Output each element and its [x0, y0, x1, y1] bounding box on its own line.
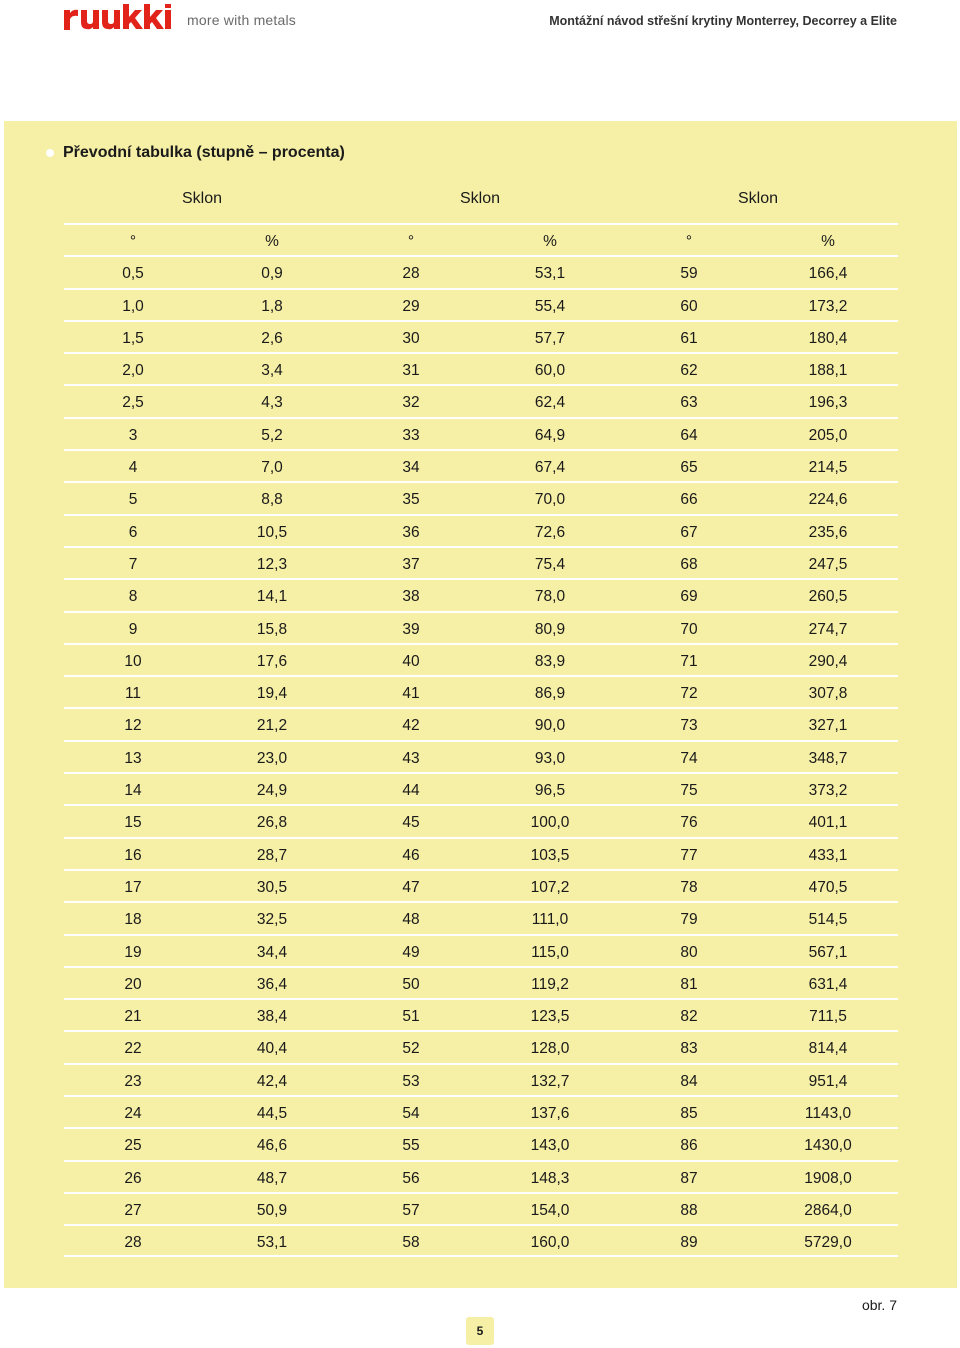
table-cell: 83,9 — [534, 652, 566, 670]
table-cell: 52 — [402, 1040, 420, 1058]
table-cell: 8 — [128, 588, 138, 606]
table-cell: 814,4 — [808, 1040, 848, 1058]
table-cell: 4 — [128, 459, 138, 477]
table-cell: 274,7 — [808, 620, 848, 638]
table-row — [64, 804, 898, 836]
table-cell: 7,0 — [261, 459, 283, 477]
table-cell: 82 — [680, 1008, 698, 1026]
table-cell: 75 — [680, 782, 698, 800]
table-cell: 42 — [402, 717, 420, 735]
conversion-table — [64, 223, 898, 1257]
table-cell: 21 — [124, 1008, 142, 1026]
table-cell: 373,2 — [808, 782, 848, 800]
table-cell: 78 — [680, 878, 698, 896]
table-row — [64, 998, 898, 1030]
table-cell: 196,3 — [808, 394, 848, 412]
table-row — [64, 869, 898, 901]
table-row — [64, 643, 898, 675]
table-cell: 5729,0 — [804, 1234, 852, 1252]
table-cell: 0,9 — [261, 265, 283, 283]
table-row — [64, 320, 898, 352]
table-cell: 31 — [402, 362, 420, 380]
table-cell: 32 — [402, 394, 420, 412]
table-cell: 62 — [680, 362, 698, 380]
table-cell: 14 — [124, 782, 142, 800]
table-row — [64, 934, 898, 966]
table-row — [64, 1192, 898, 1224]
table-cell: 38,4 — [256, 1008, 288, 1026]
table-cell: 67,4 — [534, 459, 566, 477]
table-cell: 53,1 — [534, 265, 566, 283]
brand-tagline: more with metals — [187, 12, 297, 28]
table-cell: 86,9 — [534, 685, 566, 703]
table-cell: 29 — [402, 297, 420, 315]
table-cell: 57,7 — [534, 329, 566, 347]
table-cell: 11 — [124, 685, 142, 703]
table-cell: 51 — [402, 1008, 420, 1026]
table-cell: 3 — [128, 426, 138, 444]
table-cell: 57 — [402, 1201, 420, 1219]
table-row — [64, 578, 898, 610]
table-cell: 19 — [124, 943, 142, 961]
table-cell: 28 — [124, 1234, 142, 1252]
table-cell: 2,5 — [122, 394, 144, 412]
table-cell: 18 — [124, 911, 142, 929]
table-row — [64, 611, 898, 643]
table-row — [64, 772, 898, 804]
ruukki-logo — [64, 2, 176, 32]
table-cell: 160,0 — [530, 1234, 570, 1252]
table-cell: 87 — [680, 1169, 698, 1187]
table-cell: 247,5 — [808, 555, 848, 573]
table-cell: 63 — [680, 394, 698, 412]
table-cell: 34,4 — [256, 943, 288, 961]
table-cell: 67 — [680, 523, 698, 541]
table-cell: 132,7 — [530, 1072, 570, 1090]
table-cell: 137,6 — [530, 1105, 570, 1123]
table-cell: 15,8 — [256, 620, 288, 638]
table-row — [64, 837, 898, 869]
column-header: % — [821, 233, 835, 250]
table-row — [64, 740, 898, 772]
group-header-3: Sklon — [737, 190, 779, 207]
table-cell: 49 — [402, 943, 420, 961]
table-cell: 951,4 — [808, 1072, 848, 1090]
table-cell: 68 — [680, 555, 698, 573]
table-cell: 2,6 — [261, 329, 283, 347]
table-cell: 1,5 — [122, 329, 144, 347]
table-cell: 93,0 — [534, 749, 566, 767]
table-cell: 8,8 — [261, 491, 283, 509]
table-cell: 26 — [124, 1169, 142, 1187]
table-cell: 70 — [680, 620, 698, 638]
table-cell: 43 — [402, 749, 420, 767]
table-cell: 3,4 — [261, 362, 283, 380]
table-cell: 17 — [124, 878, 142, 896]
table-cell: 27 — [124, 1201, 142, 1219]
table-cell: 433,1 — [808, 846, 848, 864]
table-cell: 59 — [680, 265, 698, 283]
table-cell: 70,0 — [534, 491, 566, 509]
table-cell: 19,4 — [256, 685, 288, 703]
table-cell: 66 — [680, 491, 698, 509]
table-row — [64, 1224, 898, 1256]
table-cell: 50,9 — [256, 1201, 288, 1219]
section-title — [46, 144, 345, 162]
table-cell: 36 — [402, 523, 420, 541]
table-cell: 205,0 — [808, 426, 848, 444]
table-row — [64, 384, 898, 416]
table-cell: 69 — [680, 588, 698, 606]
table-cell: 54 — [402, 1105, 420, 1123]
table-cell: 96,5 — [534, 782, 566, 800]
table-cell: 48 — [402, 911, 420, 929]
table-cell: 89 — [680, 1234, 698, 1252]
table-cell: 188,1 — [808, 362, 848, 380]
table-cell: 61 — [680, 329, 698, 347]
table-cell: 260,5 — [808, 588, 848, 606]
column-header: % — [265, 233, 279, 250]
table-cell: 44 — [402, 782, 420, 800]
table-cell: 55 — [402, 1137, 420, 1155]
table-cell: 235,6 — [808, 523, 848, 541]
table-cell: 307,8 — [808, 685, 848, 703]
table-cell: 73 — [680, 717, 698, 735]
table-cell: 166,4 — [808, 265, 848, 283]
table-cell: 5,2 — [261, 426, 283, 444]
table-cell: 1430,0 — [804, 1137, 852, 1155]
table-row — [64, 481, 898, 513]
table-row — [64, 255, 898, 287]
table-row — [64, 1160, 898, 1192]
table-cell: 20 — [124, 975, 142, 993]
table-row — [64, 1127, 898, 1159]
table-cell: 327,1 — [808, 717, 848, 735]
table-cell: 83 — [680, 1040, 698, 1058]
table-row — [64, 352, 898, 384]
table-row — [64, 514, 898, 546]
table-cell: 72 — [680, 685, 698, 703]
table-cell: 16 — [124, 846, 142, 864]
table-cell: 26,8 — [256, 814, 288, 832]
table-cell: 37 — [402, 555, 420, 573]
table-cell: 4,3 — [261, 394, 283, 412]
table-row — [64, 449, 898, 481]
table-row — [64, 1095, 898, 1127]
table-cell: 24,9 — [256, 782, 288, 800]
table-cell: 10,5 — [256, 523, 288, 541]
table-row — [64, 1030, 898, 1062]
table-cell: 34 — [402, 459, 420, 477]
table-cell: 65 — [680, 459, 698, 477]
table-cell: 79 — [680, 911, 698, 929]
table-cell: 21,2 — [256, 717, 288, 735]
table-cell: 56 — [402, 1169, 420, 1187]
table-cell: 32,5 — [256, 911, 288, 929]
table-cell: 15 — [124, 814, 142, 832]
table-cell: 12 — [124, 717, 142, 735]
table-cell: 60 — [680, 297, 698, 315]
table-cell: 128,0 — [530, 1040, 570, 1058]
table-cell: 84 — [680, 1072, 698, 1090]
table-cell: 53,1 — [256, 1234, 288, 1252]
table-cell: 100,0 — [530, 814, 570, 832]
table-cell: 631,4 — [808, 975, 848, 993]
table-cell: 10 — [124, 652, 142, 670]
table-cell: 80,9 — [534, 620, 566, 638]
table-cell: 143,0 — [530, 1137, 570, 1155]
table-cell: 1143,0 — [804, 1105, 852, 1123]
table-cell: 214,5 — [808, 459, 848, 477]
table-cell: 41 — [402, 685, 420, 703]
group-header-2: Sklon — [459, 190, 501, 207]
table-cell: 58 — [402, 1234, 420, 1252]
document-title: Montážní návod střešní krytiny Monterrey, Decorrey a Elite — [549, 14, 897, 28]
table-cell: 154,0 — [530, 1201, 570, 1219]
table-cell: 60,0 — [534, 362, 566, 380]
table-cell: 50 — [402, 975, 420, 993]
table-cell: 25 — [124, 1137, 142, 1155]
table-cell: 5 — [128, 491, 138, 509]
table-cell: 40,4 — [256, 1040, 288, 1058]
table-cell: 39 — [402, 620, 420, 638]
table-cell: 55,4 — [534, 297, 566, 315]
table-cell: 62,4 — [534, 394, 566, 412]
section-title-text: Převodní tabulka (stupně – procenta) — [63, 144, 345, 161]
table-cell: 45 — [402, 814, 420, 832]
table-cell: 64,9 — [534, 426, 566, 444]
table-row — [64, 675, 898, 707]
table-cell: 17,6 — [256, 652, 288, 670]
table-header-row — [64, 223, 898, 255]
table-cell: 46 — [402, 846, 420, 864]
table-cell: 514,5 — [808, 911, 848, 929]
table-cell: 148,3 — [530, 1169, 570, 1187]
table-cell: 107,2 — [530, 878, 570, 896]
column-header: % — [543, 233, 557, 250]
table-cell: 567,1 — [808, 943, 848, 961]
table-cell: 71 — [680, 652, 698, 670]
table-cell: 0,5 — [122, 265, 144, 283]
table-cell: 711,5 — [809, 1008, 847, 1026]
table-cell: 42,4 — [256, 1072, 288, 1090]
table-row — [64, 1063, 898, 1095]
table-cell: 77 — [680, 846, 698, 864]
table-cell: 88 — [680, 1201, 698, 1219]
table-cell: 224,6 — [808, 491, 848, 509]
table-cell: 7 — [128, 555, 138, 573]
table-cell: 23 — [124, 1072, 142, 1090]
table-cell: 38 — [402, 588, 420, 606]
table-cell: 46,6 — [256, 1137, 288, 1155]
table-cell: 1,0 — [122, 297, 144, 315]
table-cell: 111,0 — [531, 911, 569, 929]
table-cell: 1,8 — [261, 297, 283, 315]
table-cell: 173,2 — [808, 297, 848, 315]
table-cell: 64 — [680, 426, 698, 444]
table-cell: 401,1 — [808, 814, 848, 832]
table-row — [64, 546, 898, 578]
table-cell: 290,4 — [808, 652, 848, 670]
table-cell: 44,5 — [256, 1105, 288, 1123]
table-cell: 14,1 — [256, 588, 288, 606]
table-cell: 85 — [680, 1105, 698, 1123]
table-cell: 1908,0 — [804, 1169, 852, 1187]
table-cell: 75,4 — [534, 555, 566, 573]
table-cell: 86 — [680, 1137, 698, 1155]
table-cell: 72,6 — [534, 523, 566, 541]
table-body — [64, 255, 898, 1256]
table-cell: 90,0 — [534, 717, 566, 735]
group-header-1: Sklon — [181, 190, 223, 207]
bullet-icon — [46, 149, 54, 157]
table-cell: 53 — [402, 1072, 420, 1090]
page-header — [0, 0, 960, 60]
table-row — [64, 417, 898, 449]
table-cell: 115,0 — [531, 943, 569, 961]
table-row — [64, 901, 898, 933]
table-cell: 13 — [124, 749, 142, 767]
figure-label: obr. 7 — [861, 1297, 897, 1313]
column-header: ° — [685, 233, 693, 250]
table-cell: 6 — [128, 523, 138, 541]
table-cell: 47 — [402, 878, 420, 896]
table-cell: 22 — [124, 1040, 142, 1058]
table-cell: 28,7 — [256, 846, 288, 864]
table-cell: 78,0 — [534, 588, 566, 606]
table-cell: 40 — [402, 652, 420, 670]
table-cell: 28 — [402, 265, 420, 283]
table-cell: 76 — [680, 814, 698, 832]
table-cell: 2864,0 — [804, 1201, 852, 1219]
table-cell: 80 — [680, 943, 698, 961]
table-cell: 180,4 — [808, 329, 848, 347]
table-cell: 36,4 — [256, 975, 288, 993]
table-cell: 12,3 — [256, 555, 288, 573]
table-cell: 9 — [128, 620, 138, 638]
table-cell: 48,7 — [256, 1169, 288, 1187]
table-cell: 81 — [680, 975, 698, 993]
table-cell: 35 — [402, 491, 420, 509]
table-cell: 23,0 — [256, 749, 288, 767]
page-number: 5 — [466, 1317, 494, 1345]
table-cell: 348,7 — [808, 749, 848, 767]
table-row — [64, 288, 898, 320]
table-row — [64, 707, 898, 739]
table-row — [64, 966, 898, 998]
column-header: ° — [129, 233, 137, 250]
table-cell: 470,5 — [808, 878, 848, 896]
table-cell: 2,0 — [122, 362, 144, 380]
table-cell: 24 — [124, 1105, 142, 1123]
table-cell: 30 — [402, 329, 420, 347]
table-cell: 103,5 — [530, 846, 570, 864]
table-cell: 74 — [680, 749, 698, 767]
table-cell: 33 — [402, 426, 420, 444]
table-cell: 119,2 — [531, 975, 569, 993]
ruukki-logo-icon — [64, 4, 176, 30]
table-cell: 123,5 — [530, 1008, 570, 1026]
column-header: ° — [407, 233, 415, 250]
table-cell: 30,5 — [256, 878, 288, 896]
